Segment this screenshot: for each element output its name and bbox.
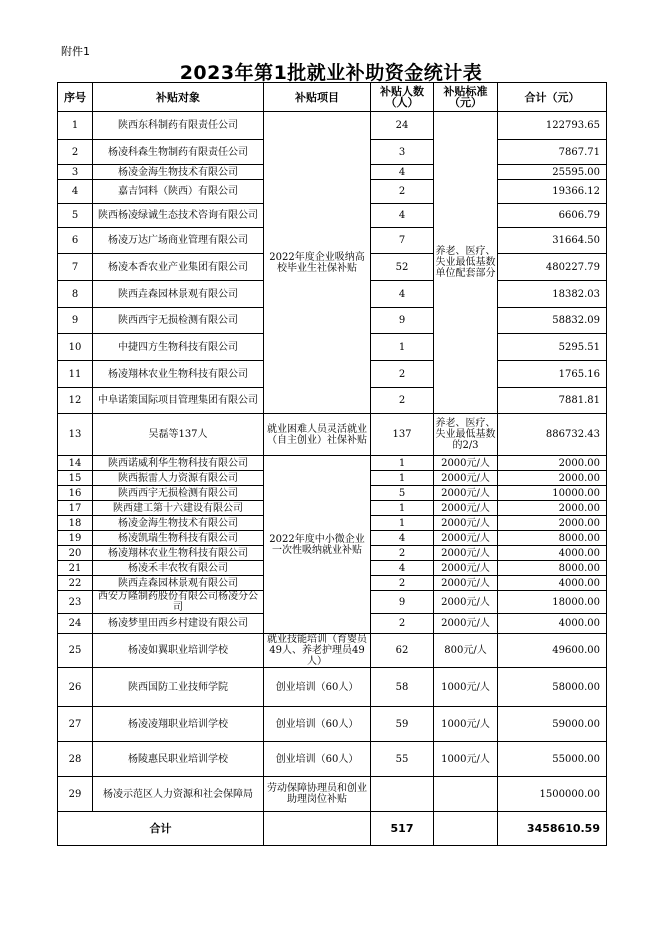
row-no: 25: [58, 634, 93, 668]
row-standard: 2000元/人: [434, 531, 498, 546]
row-count: 4: [371, 531, 434, 546]
row-no: 24: [58, 614, 93, 634]
row-total: 8000.00: [498, 561, 607, 576]
row-no: 26: [58, 668, 93, 707]
row-count: 1: [371, 456, 434, 471]
row-no: 29: [58, 777, 93, 812]
row-no: 9: [58, 308, 93, 334]
row-target: 陕西诺威利华生物科技有限公司: [93, 456, 264, 471]
row-count: 62: [371, 634, 434, 668]
row-standard-merged: 养老、医疗、失业最低基数单位配套部分: [434, 112, 498, 414]
row-count: 9: [371, 308, 434, 334]
row-total: 2000.00: [498, 501, 607, 516]
row-target: 陕西西宇无损检测有限公司: [93, 486, 264, 501]
row-total: 7867.71: [498, 140, 607, 165]
row-standard: 2000元/人: [434, 561, 498, 576]
row-no: 22: [58, 576, 93, 591]
row-standard: 2000元/人: [434, 456, 498, 471]
row-target: 杨凌凌翔职业培训学校: [93, 707, 264, 742]
row-no: 11: [58, 361, 93, 388]
row-no: 16: [58, 486, 93, 501]
row-count: 2: [371, 180, 434, 204]
row-count: 58: [371, 668, 434, 707]
row-total: 1500000.00: [498, 777, 607, 812]
row-target: 吴磊等137人: [93, 414, 264, 456]
table-row: [58, 634, 607, 668]
table-row: [58, 742, 607, 777]
row-total: 8000.00: [498, 531, 607, 546]
row-count: [371, 777, 434, 812]
row-no: 15: [58, 471, 93, 486]
row-standard: 2000元/人: [434, 576, 498, 591]
header-no: 序号: [58, 83, 93, 112]
row-target: 杨凌禾丰农牧有限公司: [93, 561, 264, 576]
row-total: 4000.00: [498, 576, 607, 591]
row-target: 中阜诺策国际项目管理集团有限公司: [93, 388, 264, 414]
row-count: 1: [371, 471, 434, 486]
row-total: 55000.00: [498, 742, 607, 777]
row-no: 14: [58, 456, 93, 471]
row-total: 49600.00: [498, 634, 607, 668]
row-target: 杨凌示范区人力资源和社会保障局: [93, 777, 264, 812]
row-standard: 2000元/人: [434, 591, 498, 614]
row-count: 7: [371, 228, 434, 254]
row-item: 创业培训（60人）: [264, 742, 371, 777]
row-total: 6606.79: [498, 204, 607, 228]
row-item: 创业培训（60人）: [264, 707, 371, 742]
row-total: 122793.65: [498, 112, 607, 140]
row-standard: 800元/人: [434, 634, 498, 668]
row-count: 2: [371, 388, 434, 414]
row-target: 陕西东科制药有限责任公司: [93, 112, 264, 140]
row-standard: [434, 777, 498, 812]
row-no: 3: [58, 165, 93, 180]
table-row: [58, 456, 607, 471]
row-count: 2: [371, 546, 434, 561]
row-no: 27: [58, 707, 93, 742]
summary-item-empty: [264, 812, 371, 846]
summary-total: 3458610.59: [498, 812, 607, 846]
row-item-merged: 2022年度中小微企业一次性吸纳就业补贴: [264, 456, 371, 634]
row-no: 18: [58, 516, 93, 531]
row-target: 陕西杨凌绿诚生态技术咨询有限公司: [93, 204, 264, 228]
row-no: 12: [58, 388, 93, 414]
row-count: 24: [371, 112, 434, 140]
header-target: 补贴对象: [93, 83, 264, 112]
row-target: 杨凌梦里田西乡村建设有限公司: [93, 614, 264, 634]
header-row: [58, 83, 607, 112]
table-row: [58, 777, 607, 812]
row-total: 7881.81: [498, 388, 607, 414]
row-item-merged: 2022年度企业吸纳高校毕业生社保补贴: [264, 112, 371, 414]
row-count: 9: [371, 591, 434, 614]
row-count: 4: [371, 561, 434, 576]
row-total: 4000.00: [498, 546, 607, 561]
row-target: 西安万隆制药股份有限公司杨凌分公司: [93, 591, 264, 614]
row-target: 陕西垚森园林景观有限公司: [93, 281, 264, 308]
row-no: 2: [58, 140, 93, 165]
summary-count: 517: [371, 812, 434, 846]
row-count: 3: [371, 140, 434, 165]
row-no: 17: [58, 501, 93, 516]
row-target: 陕西国防工业技师学院: [93, 668, 264, 707]
row-total: 59000.00: [498, 707, 607, 742]
attachment-label: 附件1: [61, 45, 90, 58]
row-total: 4000.00: [498, 614, 607, 634]
row-total: 19366.12: [498, 180, 607, 204]
row-standard: 1000元/人: [434, 707, 498, 742]
row-count: 4: [371, 165, 434, 180]
row-standard: 1000元/人: [434, 742, 498, 777]
row-total: 58832.09: [498, 308, 607, 334]
row-standard: 2000元/人: [434, 546, 498, 561]
row-standard: 1000元/人: [434, 668, 498, 707]
row-target: 陕西垚森园林景观有限公司: [93, 576, 264, 591]
row-no: 21: [58, 561, 93, 576]
row-total: 2000.00: [498, 471, 607, 486]
row-target: 杨凌翔林农业生物科技有限公司: [93, 546, 264, 561]
row-standard: 养老、医疗、失业最低基数的2/3: [434, 414, 498, 456]
row-count: 59: [371, 707, 434, 742]
row-target: 杨凌金海生物技术有限公司: [93, 165, 264, 180]
row-count: 1: [371, 516, 434, 531]
row-target: 杨陵惠民职业培训学校: [93, 742, 264, 777]
row-no: 20: [58, 546, 93, 561]
row-no: 28: [58, 742, 93, 777]
summary-standard-empty: [434, 812, 498, 846]
row-no: 4: [58, 180, 93, 204]
row-count: 5: [371, 486, 434, 501]
row-target: 陕西西宇无损检测有限公司: [93, 308, 264, 334]
row-total: 25595.00: [498, 165, 607, 180]
row-total: 2000.00: [498, 456, 607, 471]
row-count: 1: [371, 501, 434, 516]
row-standard: 2000元/人: [434, 486, 498, 501]
row-standard: 2000元/人: [434, 614, 498, 634]
table-row: [58, 414, 607, 456]
row-total: 2000.00: [498, 516, 607, 531]
row-count: 2: [371, 576, 434, 591]
row-count: 55: [371, 742, 434, 777]
header-standard: 补贴标准（元）: [434, 83, 498, 112]
row-count: 4: [371, 204, 434, 228]
row-no: 19: [58, 531, 93, 546]
row-count: 1: [371, 334, 434, 361]
row-total: 58000.00: [498, 668, 607, 707]
row-target: 嘉吉饲料（陕西）有限公司: [93, 180, 264, 204]
row-target: 陕西建工第十六建设有限公司: [93, 501, 264, 516]
header-item: 补贴项目: [264, 83, 371, 112]
table-row: [58, 112, 607, 140]
table-row: [58, 707, 607, 742]
row-count: 2: [371, 361, 434, 388]
row-total: 18382.03: [498, 281, 607, 308]
row-no: 13: [58, 414, 93, 456]
page-title: 2023年第1批就业补助资金统计表: [179, 62, 483, 84]
row-target: 杨凌金海生物技术有限公司: [93, 516, 264, 531]
row-target: 杨凌万达广场商业管理有限公司: [93, 228, 264, 254]
row-standard: 2000元/人: [434, 516, 498, 531]
row-standard: 2000元/人: [434, 471, 498, 486]
row-count: 52: [371, 254, 434, 281]
summary-label: 合计: [58, 812, 264, 846]
row-item: 就业技能培训（育婴员49人、养老护理员49人）: [264, 634, 371, 668]
row-no: 1: [58, 112, 93, 140]
row-standard: 2000元/人: [434, 501, 498, 516]
row-no: 23: [58, 591, 93, 614]
row-total: 5295.51: [498, 334, 607, 361]
row-item: 创业培训（60人）: [264, 668, 371, 707]
row-target: 杨凌本香农业产业集团有限公司: [93, 254, 264, 281]
row-target: 陕西振雷人力资源有限公司: [93, 471, 264, 486]
row-total: 10000.00: [498, 486, 607, 501]
row-total: 1765.16: [498, 361, 607, 388]
row-no: 5: [58, 204, 93, 228]
row-target: 杨凌翔林农业生物科技有限公司: [93, 361, 264, 388]
row-total: 18000.00: [498, 591, 607, 614]
row-count: 137: [371, 414, 434, 456]
subsidy-table: [57, 82, 607, 846]
row-count: 4: [371, 281, 434, 308]
table-row: [58, 668, 607, 707]
row-no: 8: [58, 281, 93, 308]
row-total: 480227.79: [498, 254, 607, 281]
row-no: 6: [58, 228, 93, 254]
row-item: 就业困难人员灵活就业（自主创业）社保补贴: [264, 414, 371, 456]
row-target: 杨凌凯瑞生物科技有限公司: [93, 531, 264, 546]
row-target: 中捷四方生物科技有限公司: [93, 334, 264, 361]
row-target: 杨凌科森生物制药有限责任公司: [93, 140, 264, 165]
row-no: 7: [58, 254, 93, 281]
row-no: 10: [58, 334, 93, 361]
row-item: 劳动保障协理员和创业助理岗位补贴: [264, 777, 371, 812]
header-count: 补贴人数（人）: [371, 83, 434, 112]
row-total: 886732.43: [498, 414, 607, 456]
row-total: 31664.50: [498, 228, 607, 254]
header-total: 合计（元）: [498, 83, 607, 112]
row-count: 2: [371, 614, 434, 634]
summary-row: [58, 812, 607, 846]
row-target: 杨凌如翼职业培训学校: [93, 634, 264, 668]
